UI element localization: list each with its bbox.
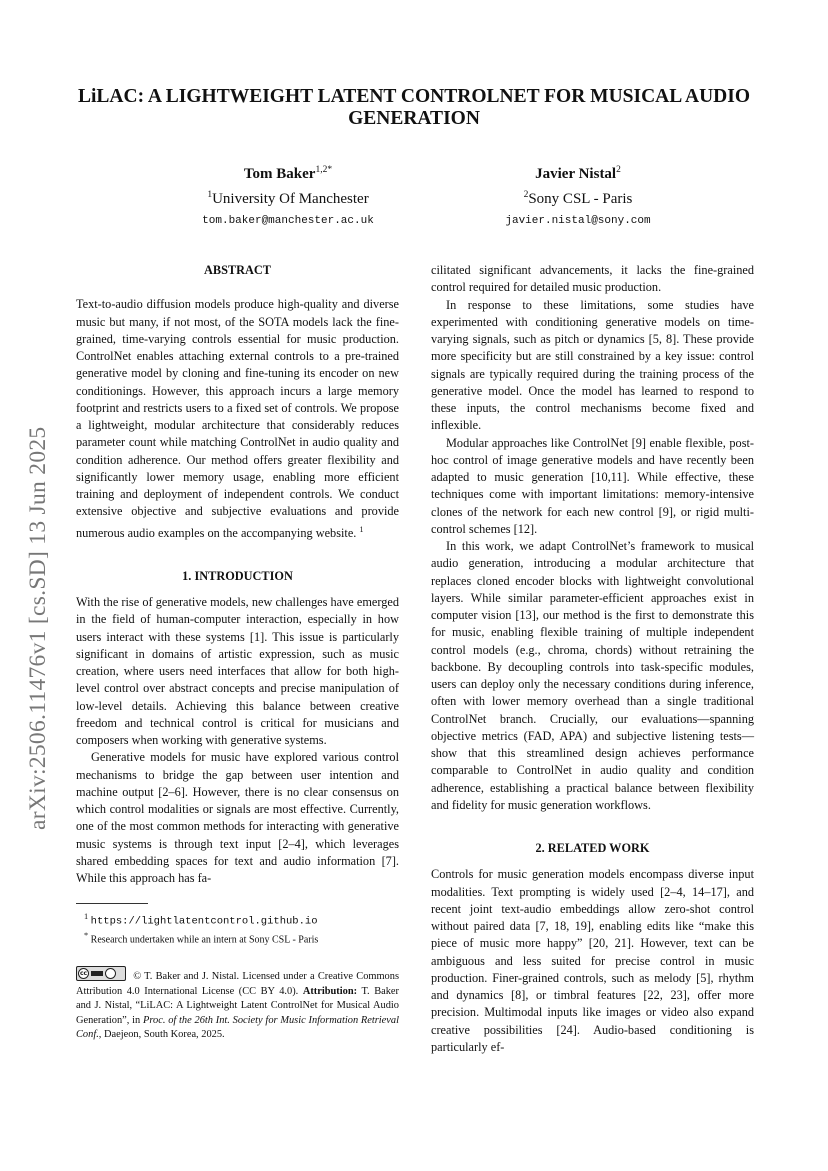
intro-paragraph: In response to these limitations, some studies have experimented with conditioning generative models on time-varying signals, such as pitch or dynamics [5, 8]. These provide more specificity but are still constrained by a key issue: control signals are typically required during the training process of the generative model. Once the model has learned to respond to these inputs, the control mechanisms become fixed and inflexible. [431,297,754,433]
author-email: tom.baker@manchester.ac.uk [202,215,374,227]
right-column [431,262,754,1056]
arxiv-stamp: arXiv:2506.11476v1 [cs.SD] 13 Jun 2025 [25,426,51,830]
abstract-heading: ABSTRACT [204,263,271,277]
intro-paragraph: Generative models for music have explored various control mechanisms to bridge the gap between user intention and machine output [2–6]. However, there is no clear consensus on which control modalities or signals are most effective. Currently, one of the most common methods for interacting with generative music systems is through text input [2–4], which leverages shared embedding spaces for text and audio information [7]. While this approach has fa- [76,750,399,886]
project-url[interactable]: https://lightlatentcontrol.github.io [90,915,318,928]
footnotes [76,903,399,946]
related-work-heading: 2. RELATED WORK [535,841,650,855]
paper-title: LiLAC: A LIGHTWEIGHT LATENT CONTROLNET FOR MUSICAL AUDIO GENERATION [78,86,750,129]
author-block [428,160,728,231]
footnote: * Research undertaken while an intern at Sony CSL - Paris [84,930,319,945]
intro-paragraph: cilitated significant advancements, it lacks the fine-grained control required for detailed music production. [431,263,754,295]
author-name: Tom Baker$^{1,2*}$ [243,165,333,182]
footnote: $^1$ https://lightlatentcontrol.github.io [84,912,318,928]
cc-by-icon: cc [76,966,126,981]
intro-paragraph: With the rise of generative models, new challenges have emerged in the field of human-computer interaction, especially in how users interact with these systems [1]. This issue is particularly significant in domains of artistic expression, such as music creation, where users need interfaces that allow for both high-level control over abstract concepts and precise manipulation of low-level details. Achieving this balance between creative freedom and technical control is critical for musicians and composers when working with generative systems. [76,595,399,748]
intro-paragraph: Modular approaches like ControlNet [9] enable flexible, post-hoc control of image generative models and have recently been adapted to music generation [10,11]. While effective, these techniques come with important limitations: memory-intensive clones of the network for each new control [9], or rigid multi-control schemes [12]. [431,435,754,536]
introduction-heading: 1. INTRODUCTION [182,568,293,583]
abstract-text: Text-to-audio diffusion models produce high-quality and diverse music but many, if not most, of the SOTA models lack the fine-grained, time-varying controls essential for music production. ControlNet enables attaching external controls to a pre-trained generative model by cloning and fine-tuning its encoder on new conditionings. However, this approach incurs a large memory footprint and restricts users to a fixed set of controls. We propose a lightweight, modular architecture that considerably reduces parameter count while matching ControlNet in audio quality and condition adherence. Our method offers greater flexibility and significantly lower memory usage, enabling more efficient training and deployment of independent controls. We conduct extensive objective and subjective evaluations and provide numerous audio examples on the accompanying website. $^1$ [76,297,399,540]
intro-paragraph: In this work, we adapt ControlNet’s framework to musical audio generation, introducing a modular architecture that replaces cloned encoder blocks with lightweight convolutional layers. While similar parameter-efficient approaches exist in computer vision [13], our method is the first to demonstrate this for music, enabling flexible training of multiple independent control models (e.g., chroma, chords) without retraining the backbone. By decoupling controls into task-specific modules, users can deploy only the necessary conditions during inference, often with lower memory overhead than a single traditional ControlNet branch. Crucially, our evaluations—spanning objective metrics (FAD, APA) and subjective listening tests—show that this streamlined design achieves performance comparable to ControlNet in audio quality and condition adherence, establishing a practical balance between flexibility and fidelity for music generation workflows. [431,539,754,812]
footnote-rule [76,903,148,904]
author-block [138,160,438,231]
author-email: javier.nistal@sony.com [505,215,651,227]
left-column [76,262,399,1043]
author-affiliation: $^1$University Of Manchester [207,190,369,207]
related-work-paragraph: Controls for music generation models encompass diverse input modalities. Text prompting is widely used [2–4, 14–17], and recent joint text-audio embeddings allow zero-shot control without paired data [7, 18, 19], enabling edits like “make this piece of music more happy” [20, 21]. However, text can be ambiguous and less suited for precise control in music production. Finer-grained controls, such as melody [5], rhythm and dynamics [8], or timbral features [22, 23], offer more precision. Multimodal inputs like images or video also expand creative possibilities [24]. Audio-based conditioning is particularly ef- [431,867,754,1054]
author-name: Javier Nistal$^2$ [535,165,621,182]
license-notice: cc © T. Baker and J. Nistal. Licensed under a Creative Commons Attribution 4.0 International License (CC BY 4.0). Attribution: T. Baker and J. Nistal, “LiLAC: A Lightweight Latent ControlNet for Musical Audio Generation”, in Proc. of the 26th Int. Society for Music Information Retrieval Conf., Daejeon, South Korea, 2025. [76,966,399,1043]
author-affiliation: $^2$Sony CSL - Paris [523,190,633,207]
